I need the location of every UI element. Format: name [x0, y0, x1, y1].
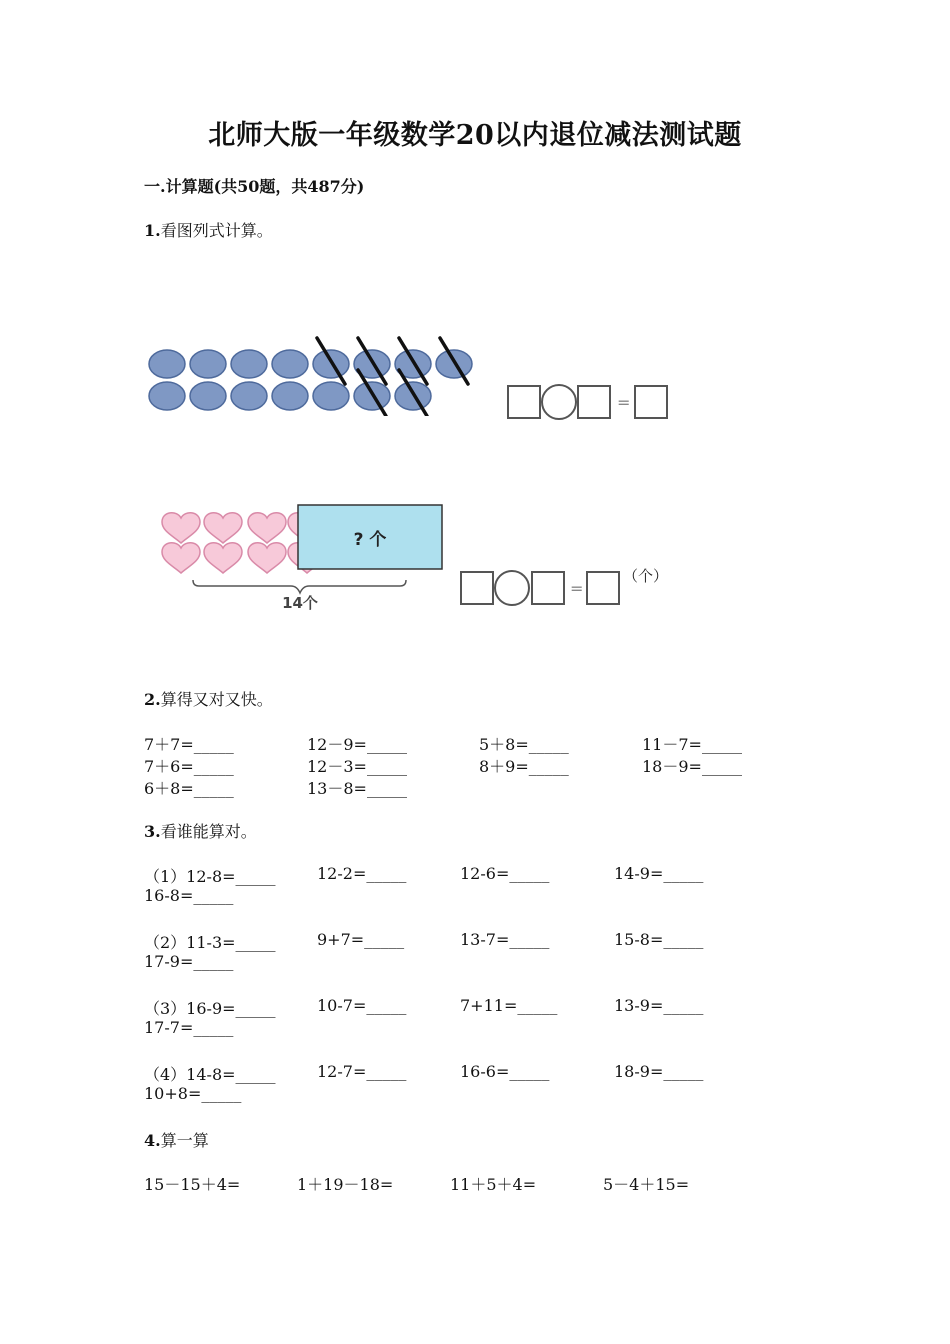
exercise-item[interactable]: （4）14-8=_____ — [144, 1065, 276, 1084]
heart — [204, 513, 242, 543]
exercise-item[interactable]: （1）12-8=_____ — [144, 867, 276, 886]
exercise-item[interactable]: 13-9=_____ — [614, 996, 704, 1015]
exercise-item[interactable]: 15－15＋4= — [144, 1175, 241, 1194]
question-1 — [144, 218, 273, 241]
equation-boxes-2 — [458, 567, 708, 612]
heart — [248, 543, 286, 573]
oval — [313, 382, 349, 410]
ovals-picture — [143, 336, 483, 416]
equals-sign: = — [617, 393, 631, 412]
equals-sign: = — [570, 579, 584, 598]
heart — [162, 513, 200, 543]
oval — [149, 350, 185, 378]
answer-box[interactable] — [587, 572, 619, 604]
exercise-item[interactable]: 5－4＋15= — [603, 1175, 690, 1194]
question-text: 算得又对又快。 — [160, 690, 273, 709]
exercise-item[interactable]: 12-7=_____ — [317, 1062, 407, 1081]
exercise-item[interactable]: 7+11=_____ — [460, 996, 558, 1015]
exercise-item[interactable]: 17-9=_____ — [144, 952, 234, 971]
exercise-item[interactable]: 13－8=_____ — [307, 779, 407, 798]
operator-circle[interactable] — [542, 385, 576, 419]
answer-box[interactable] — [578, 386, 610, 418]
exercise-item[interactable]: 12－9=_____ — [307, 735, 407, 754]
oval — [272, 350, 308, 378]
answer-box[interactable] — [508, 386, 540, 418]
oval — [272, 382, 308, 410]
question-number: 3. — [144, 822, 161, 841]
exercise-item[interactable]: 9+7=_____ — [317, 930, 405, 949]
exercise-item[interactable]: 17-7=_____ — [144, 1018, 234, 1037]
exercise-item[interactable]: 15-8=_____ — [614, 930, 704, 949]
oval — [190, 382, 226, 410]
exercise-item[interactable]: 8＋9=_____ — [479, 757, 569, 776]
exercise-item[interactable]: 16-8=_____ — [144, 886, 234, 905]
question-2 — [144, 687, 273, 710]
oval — [149, 382, 185, 410]
exercise-item[interactable]: 12-6=_____ — [460, 864, 550, 883]
brace — [193, 580, 406, 593]
question-number: 2. — [144, 690, 161, 709]
exercise-item[interactable]: 12－3=_____ — [307, 757, 407, 776]
answer-box[interactable] — [635, 386, 667, 418]
exercise-item[interactable]: 18-9=_____ — [614, 1062, 704, 1081]
oval — [190, 350, 226, 378]
page-title: 北师大版一年级数学20以内退位减法测试题 — [208, 120, 742, 151]
brace-label: 14个 — [282, 594, 318, 612]
oval — [231, 350, 267, 378]
question-3 — [144, 819, 257, 842]
exercise-item[interactable]: 18－9=_____ — [642, 757, 742, 776]
section-heading: 一.计算题(共50题，共487分) — [144, 177, 365, 196]
exercise-item[interactable]: 16-6=_____ — [460, 1062, 550, 1081]
hearts-picture — [155, 500, 455, 615]
operator-circle[interactable] — [495, 571, 529, 605]
exercise-item[interactable]: 7＋7=_____ — [144, 735, 234, 754]
equation-boxes-1 — [505, 383, 675, 423]
exercise-item[interactable]: 11＋5＋4= — [450, 1175, 537, 1194]
question-text: 看谁能算对。 — [160, 822, 257, 841]
answer-box[interactable] — [532, 572, 564, 604]
question-text: 算一算 — [160, 1131, 209, 1150]
question-number: 4. — [144, 1131, 161, 1150]
question-text: 看图列式计算。 — [160, 221, 273, 240]
hidden-box-label: ? 个 — [353, 530, 387, 550]
exercise-item[interactable]: 7＋6=_____ — [144, 757, 234, 776]
question-4 — [144, 1128, 209, 1151]
exercise-item[interactable]: 12-2=_____ — [317, 864, 407, 883]
oval — [231, 382, 267, 410]
exercise-item[interactable]: 10+8=_____ — [144, 1084, 242, 1103]
unit-label: （个） — [623, 567, 669, 585]
exercise-item[interactable]: 14-9=_____ — [614, 864, 704, 883]
exercise-item[interactable]: 1＋19－18= — [297, 1175, 394, 1194]
exercise-item[interactable]: 10-7=_____ — [317, 996, 407, 1015]
exercise-item[interactable]: 5＋8=_____ — [479, 735, 569, 754]
heart — [162, 543, 200, 573]
answer-box[interactable] — [461, 572, 493, 604]
exercise-item[interactable]: （2）11-3=_____ — [144, 933, 276, 952]
heart — [248, 513, 286, 543]
exercise-item[interactable]: （3）16-9=_____ — [144, 999, 276, 1018]
exercise-item[interactable]: 11－7=_____ — [642, 735, 742, 754]
exercise-item[interactable]: 6＋8=_____ — [144, 779, 234, 798]
heart — [204, 543, 242, 573]
question-number: 1. — [144, 221, 161, 240]
exercise-item[interactable]: 13-7=_____ — [460, 930, 550, 949]
